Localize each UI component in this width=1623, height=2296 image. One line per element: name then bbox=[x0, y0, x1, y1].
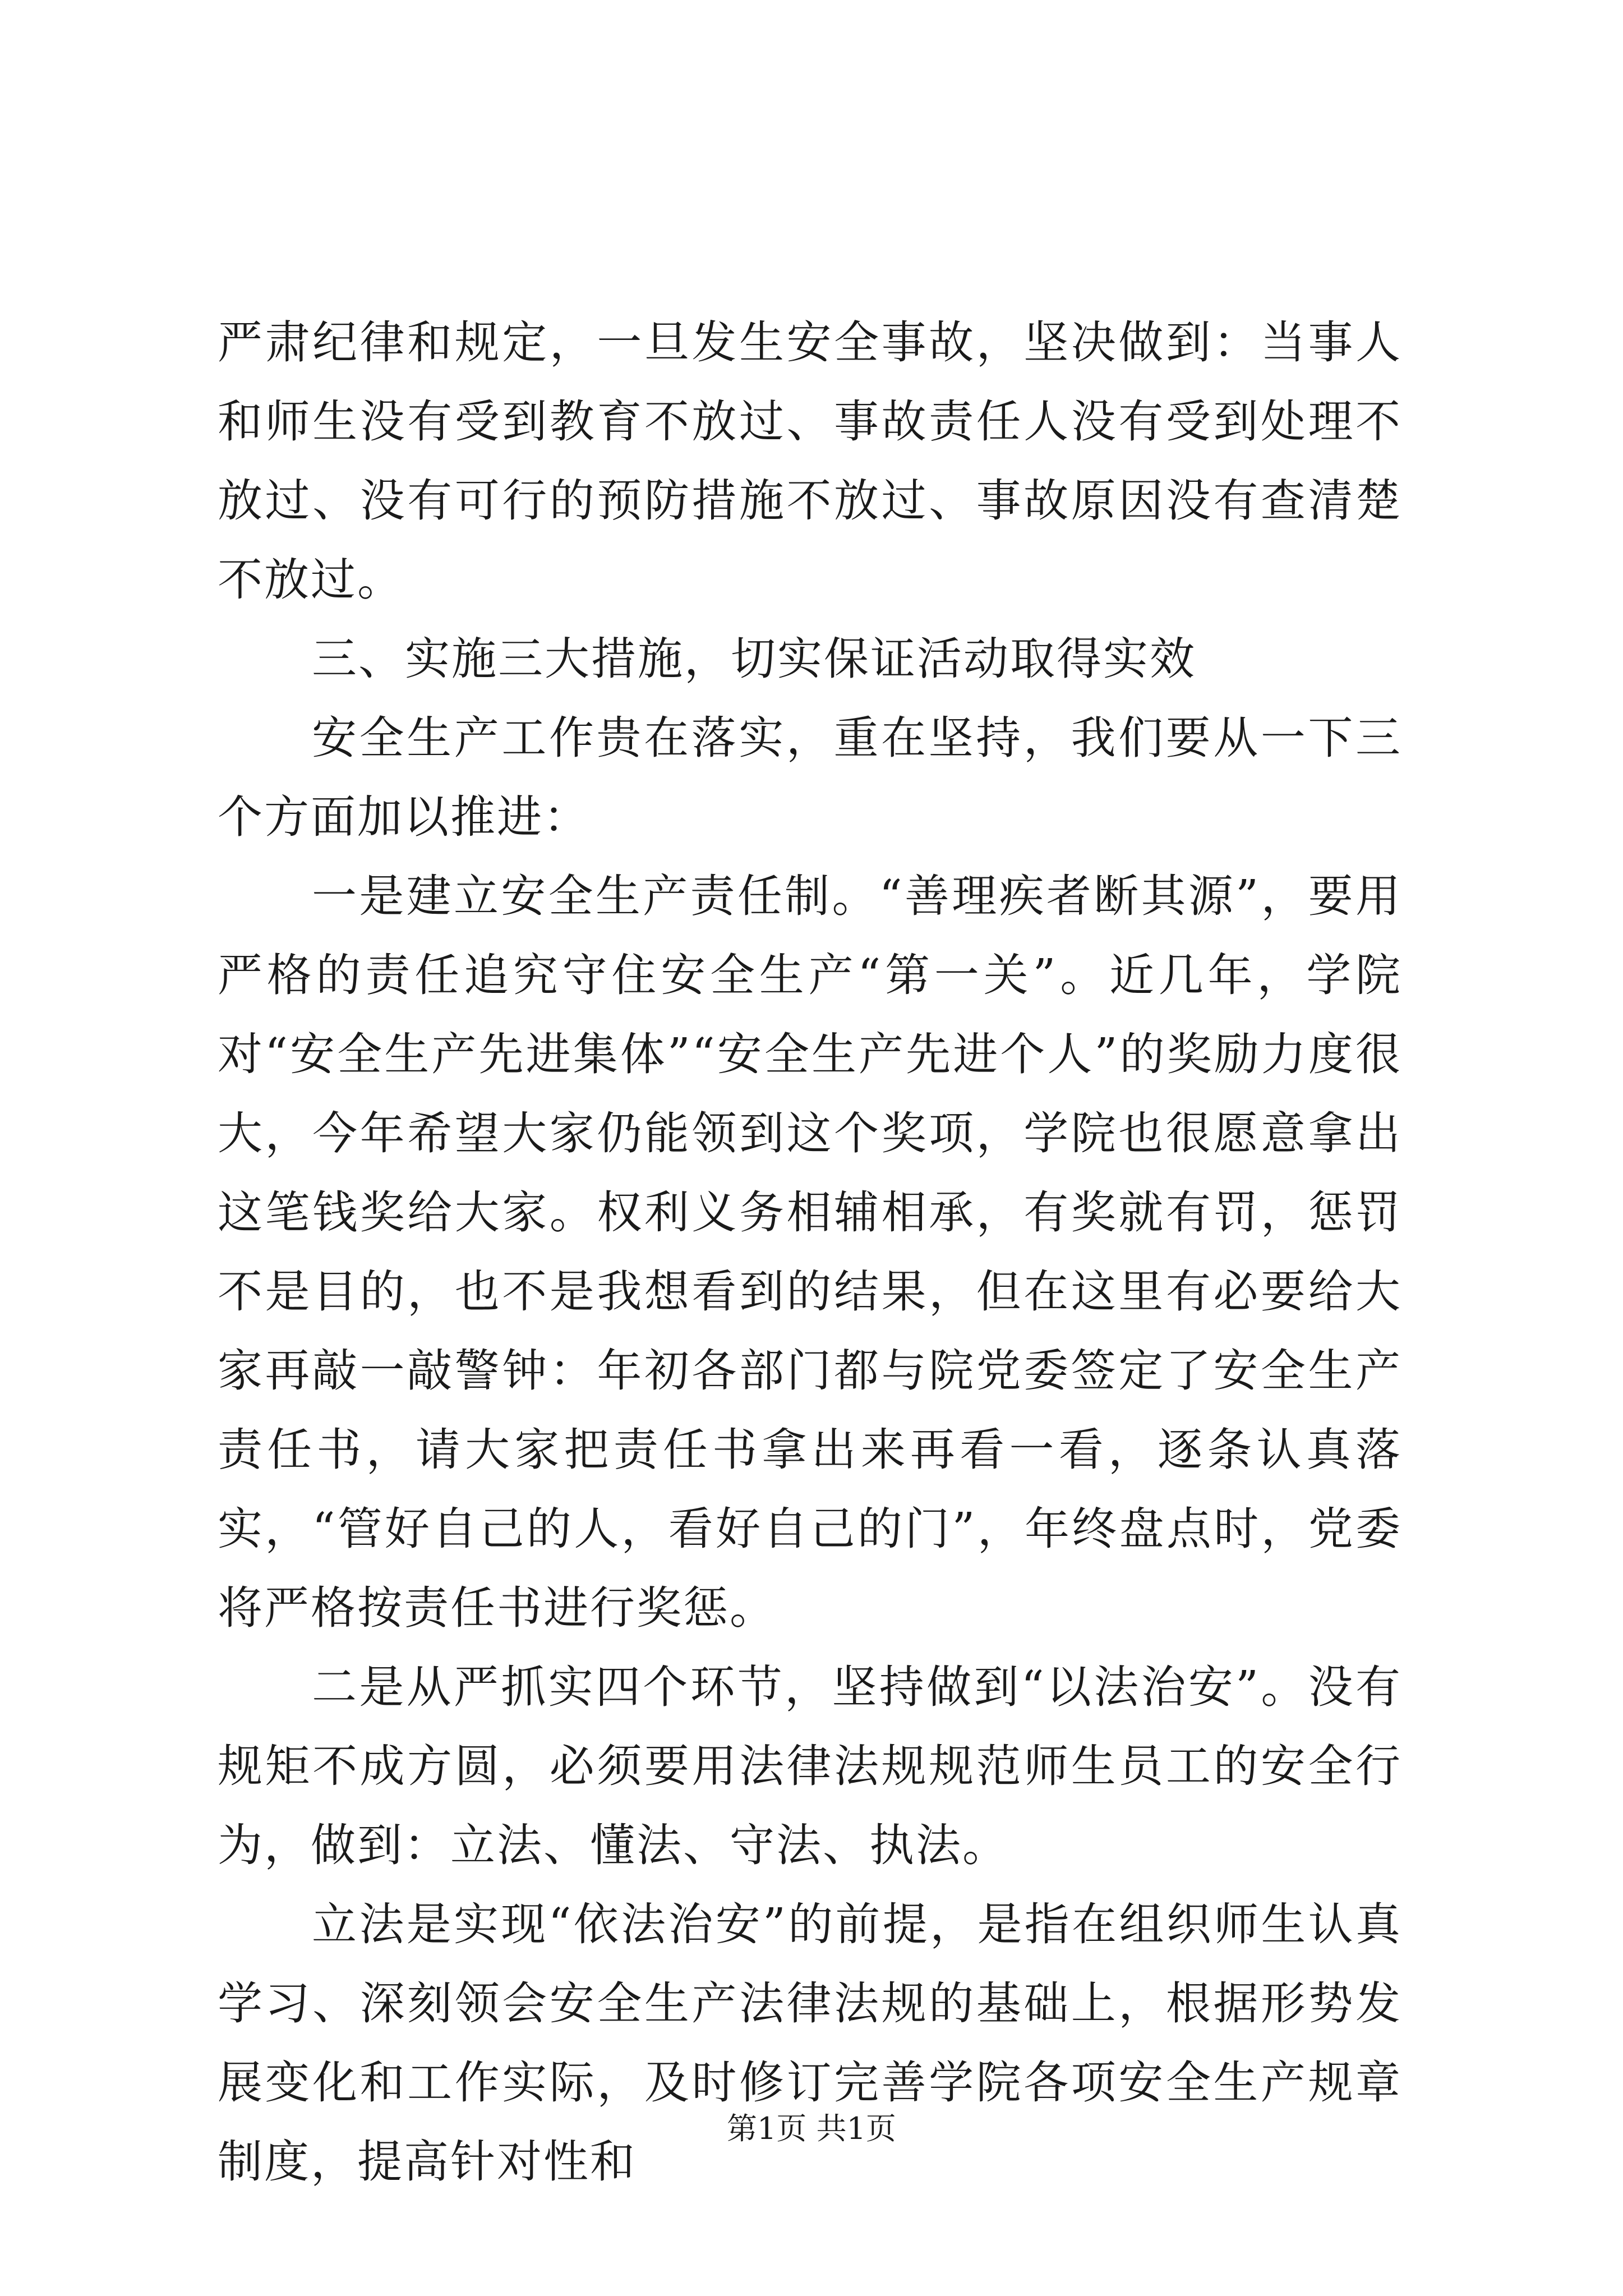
paragraph-four-links: 二是从严抓实四个环节，坚持做到“以法治安”。没有规矩不成方圆，必须要用法律法规规范师生员工的安全行为，做到：立法、懂法、守法、执法。 bbox=[218, 1661, 1402, 1871]
document-body bbox=[218, 303, 1402, 2201]
paragraph-legislation: 立法是实现“依法治安”的前提，是指在组织师生认真学习、深刻领会安全生产法律法规的基础上，根据形势发展变化和工作实际，及时修订完善学院各项安全生产规章制度，提高针对性和 bbox=[218, 1898, 1402, 2188]
page-footer: 第1页 共1页 bbox=[727, 2111, 896, 2146]
paragraph-responsibility: 一是建立安全生产责任制。“善理疾者断其源”，要用严格的责任追究守住安全生产“第一关”。近几年，学院对“安全生产先进集体”“安全生产先进个人”的奖励力度很大，今年希望大家仍能领到这个奖项，学院也很愿意拿出这笔钱奖给大家。权利义务相辅相承，有奖就有罚，惩罚不是目的，也不是我想看到的结果，但在这里有必要给大家再敲一敲警钟：年初各部门都与院党委签定了安全生产责任书，请大家把责任书拿出来再看一看，逐条认真落实，“管好自己的人，看好自己的门”，年终盘点时，党委将严格按责任书进行奖惩。 bbox=[218, 870, 1402, 1634]
paragraph-intro: 安全生产工作贵在落实，重在坚持，我们要从一下三个方面加以推进： bbox=[218, 712, 1402, 843]
paragraph-continued-text: 严肃纪律和规定，一旦发生安全事故，坚决做到：当事人和师生没有受到教育不放过、事故责任人没有受到处理不放过、没有可行的预防措施不放过、事故原因没有查清楚不放过。 bbox=[218, 316, 1402, 606]
section-heading-three: 三、实施三大措施，切实保证活动取得实效 bbox=[312, 633, 1196, 685]
